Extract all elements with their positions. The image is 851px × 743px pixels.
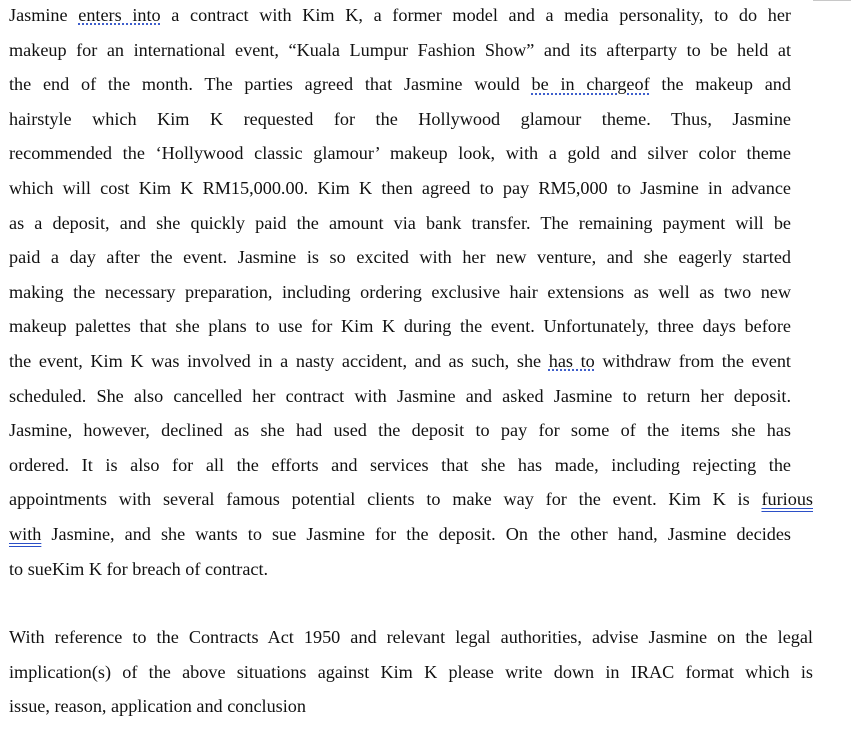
paragraph-line: appointments with several famous potential clients to make way for the event. Kim K is furious xyxy=(9,489,813,510)
paragraph-gap xyxy=(9,588,819,622)
paragraph-line: the end of the month. The parties agreed that Jasmine would be in chargeof the makeup and xyxy=(9,74,791,95)
document-body xyxy=(9,0,819,726)
paragraph-line: With reference to the Contracts Act 1950 and relevant legal authorities, advise Jasmine on the legal xyxy=(9,627,813,648)
paragraph-question xyxy=(9,622,819,726)
paragraph-line: recommended the ‘Hollywood classic glamour’ makeup look, with a gold and silver color theme xyxy=(9,143,791,164)
proofing-underline[interactable]: be in chargeof xyxy=(531,74,650,95)
paragraph-line: Jasmine enters into a contract with Kim K, a former model and a media personality, to do her xyxy=(9,5,791,25)
paragraph-line: to sueKim K for breach of contract. xyxy=(9,558,269,579)
paragraph-line: the event, Kim K was involved in a nasty accident, and as such, she has to withdraw from the event xyxy=(9,350,791,371)
paragraph-scenario xyxy=(9,0,819,588)
grammar-underline[interactable]: furious xyxy=(761,489,813,510)
paragraph-line: makeup for an international event, “Kuala Lumpur Fashion Show” and its afterparty to be held at xyxy=(9,39,791,60)
paragraph-line: as a deposit, and she quickly paid the amount via bank transfer. The remaining payment will be xyxy=(9,212,791,233)
paragraph-line: implication(s) of the above situations against Kim K please write down in IRAC format which is xyxy=(9,661,813,682)
grammar-underline[interactable]: with xyxy=(9,523,42,544)
paragraph-line: hairstyle which Kim K requested for the Hollywood glamour theme. Thus, Jasmine xyxy=(9,108,791,129)
paragraph-line: scheduled. She also cancelled her contract with Jasmine and asked Jasmine to return her deposit. xyxy=(9,385,791,406)
paragraph-line: making the necessary preparation, including ordering exclusive hair extensions as well as two new xyxy=(9,281,791,302)
paragraph-line: with Jasmine, and she wants to sue Jasmine for the deposit. On the other hand, Jasmine decides xyxy=(9,523,791,544)
paragraph-line: issue, reason, application and conclusion xyxy=(9,696,306,717)
proofing-underline[interactable]: has to xyxy=(548,350,595,371)
paragraph-line: makeup palettes that she plans to use for Kim K during the event. Unfortunately, three days before xyxy=(9,316,791,337)
paragraph-line: ordered. It is also for all the efforts and services that she has made, including rejecting the xyxy=(9,454,791,475)
paragraph-line: Jasmine, however, declined as she had used the deposit to pay for some of the items she has xyxy=(9,420,791,441)
proofing-underline[interactable]: enters into xyxy=(78,5,161,25)
paragraph-line: paid a day after the event. Jasmine is so excited with her new venture, and she eagerly started xyxy=(9,247,791,268)
paragraph-line: which will cost Kim K RM15,000.00. Kim K then agreed to pay RM5,000 to Jasmine in advance xyxy=(9,177,791,198)
